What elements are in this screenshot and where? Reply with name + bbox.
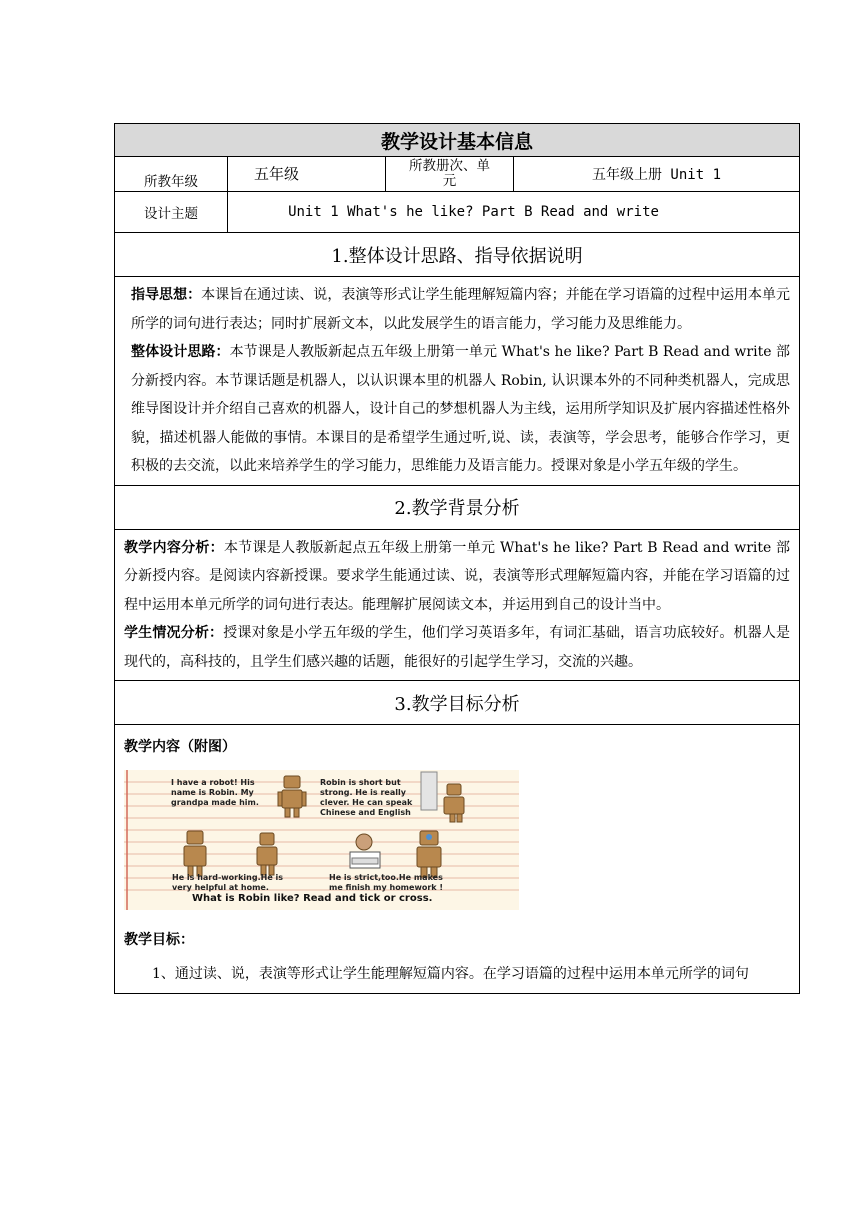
grade-value: 五年级	[228, 157, 386, 192]
svg-text:I have a robot! Hisname is Rob	[171, 778, 259, 807]
story-text-1: I have a robot! His name is Robin. My grandpa made him.	[171, 777, 259, 807]
textbook-illustration	[124, 770, 519, 910]
goal-1: 1、通过读、说，表演等形式让学生能理解短篇内容。在学习语篇的过程中运用本单元所学的词句	[152, 966, 749, 982]
content-analysis-text: 本节课是人教版新起点五年级上册第一单元 What's he like? Part B Read and write 部分新授内容。是阅读内容新授课。要求学生能通过读、说，表演等形式理解短篇内容，并能在学习语篇的过程中运用本单元所学的词句进行表达。能理解扩展阅读文本，并运用到自己的设计当中。	[124, 539, 791, 613]
svg-text:He is strict,too.He makesme fi	[329, 873, 443, 892]
guiding-idea-text: 本课旨在通过读、说，表演等形式让学生能理解短篇内容；并能在学习语篇的过程中运用本单元所学的词句进行表达；同时扩展新文本，以此发展学生的语言能力，学习能力及思维能力。	[131, 287, 791, 332]
volume-label: 所教册次、单元	[386, 157, 514, 192]
story-text-4: He is strict,too.He makes me finish my homework !	[329, 872, 444, 892]
goals-label: 教学目标：	[124, 931, 194, 948]
story-question: What is Robin like? Read and tick or cross.	[192, 892, 433, 904]
story-text-2: Robin is short but strong. He is really clever. He can speak Chinese and English	[320, 777, 413, 817]
student-analysis-label: 学生情况分析：	[124, 625, 224, 641]
guiding-idea-paragraph	[131, 281, 790, 338]
design-idea-paragraph	[131, 338, 790, 481]
content-analysis-paragraph	[124, 534, 790, 620]
story-text-3: He is hard-working.He is very helpful at home.	[172, 872, 284, 892]
section2-body	[115, 529, 800, 681]
content-analysis-label: 教学内容分析：	[124, 539, 224, 556]
guiding-idea-label: 指导思想：	[131, 287, 202, 303]
robot-story-image	[124, 770, 519, 910]
design-idea-text: 本节课是人教版新起点五年级上册第一单元 What's he like? Part B Read and write 部分新授内容。本节课话题是机器人，以认识课本里的机器人 Robin, 认识课本外的不同种类机器人，完成思维导图设计并介绍自己喜欢的机器人，设计自己的梦想机器人为主线，运用所学知识及扩展内容描述性格外貌，描述机器人能做的事情。本课目的是希望学生通过听,说、读，表演等，学会思考，能够合作学习，更积极的去交流，以此来培养学生的学习能力，思维能力及语言能力。授课对象是小学五年级的学生。	[131, 344, 791, 474]
section3-body	[115, 725, 800, 994]
svg-text:He is hard-working.He isvery h	[172, 873, 283, 892]
student-analysis-text: 授课对象是小学五年级的学生，他们学习英语多年，有词汇基础，语言功底较好。机器人是现代的，高科技的，且学生们感兴趣的话题，能很好的引起学生学习，交流的兴趣。	[124, 625, 791, 670]
lesson-plan-table	[114, 123, 800, 994]
svg-text:Robin is short butstrong. He i	[320, 778, 413, 817]
grade-label: 所教年级	[115, 157, 228, 192]
section1-heading: 1.整体设计思路、指导依据说明	[115, 233, 800, 277]
volume-value: 五年级上册 Unit 1	[514, 157, 800, 192]
content-label: 教学内容（附图）	[124, 739, 236, 755]
topic-value: Unit 1 What's he like? Part B Read and write	[228, 192, 800, 233]
section3-heading: 3.教学目标分析	[115, 681, 800, 725]
topic-label: 设计主题	[115, 192, 228, 233]
table-title: 教学设计基本信息	[115, 124, 800, 157]
design-idea-label: 整体设计思路：	[131, 344, 230, 360]
section2-heading: 2.教学背景分析	[115, 485, 800, 529]
student-analysis-paragraph	[124, 619, 790, 676]
section1-body	[115, 277, 800, 486]
document-page	[114, 123, 799, 994]
